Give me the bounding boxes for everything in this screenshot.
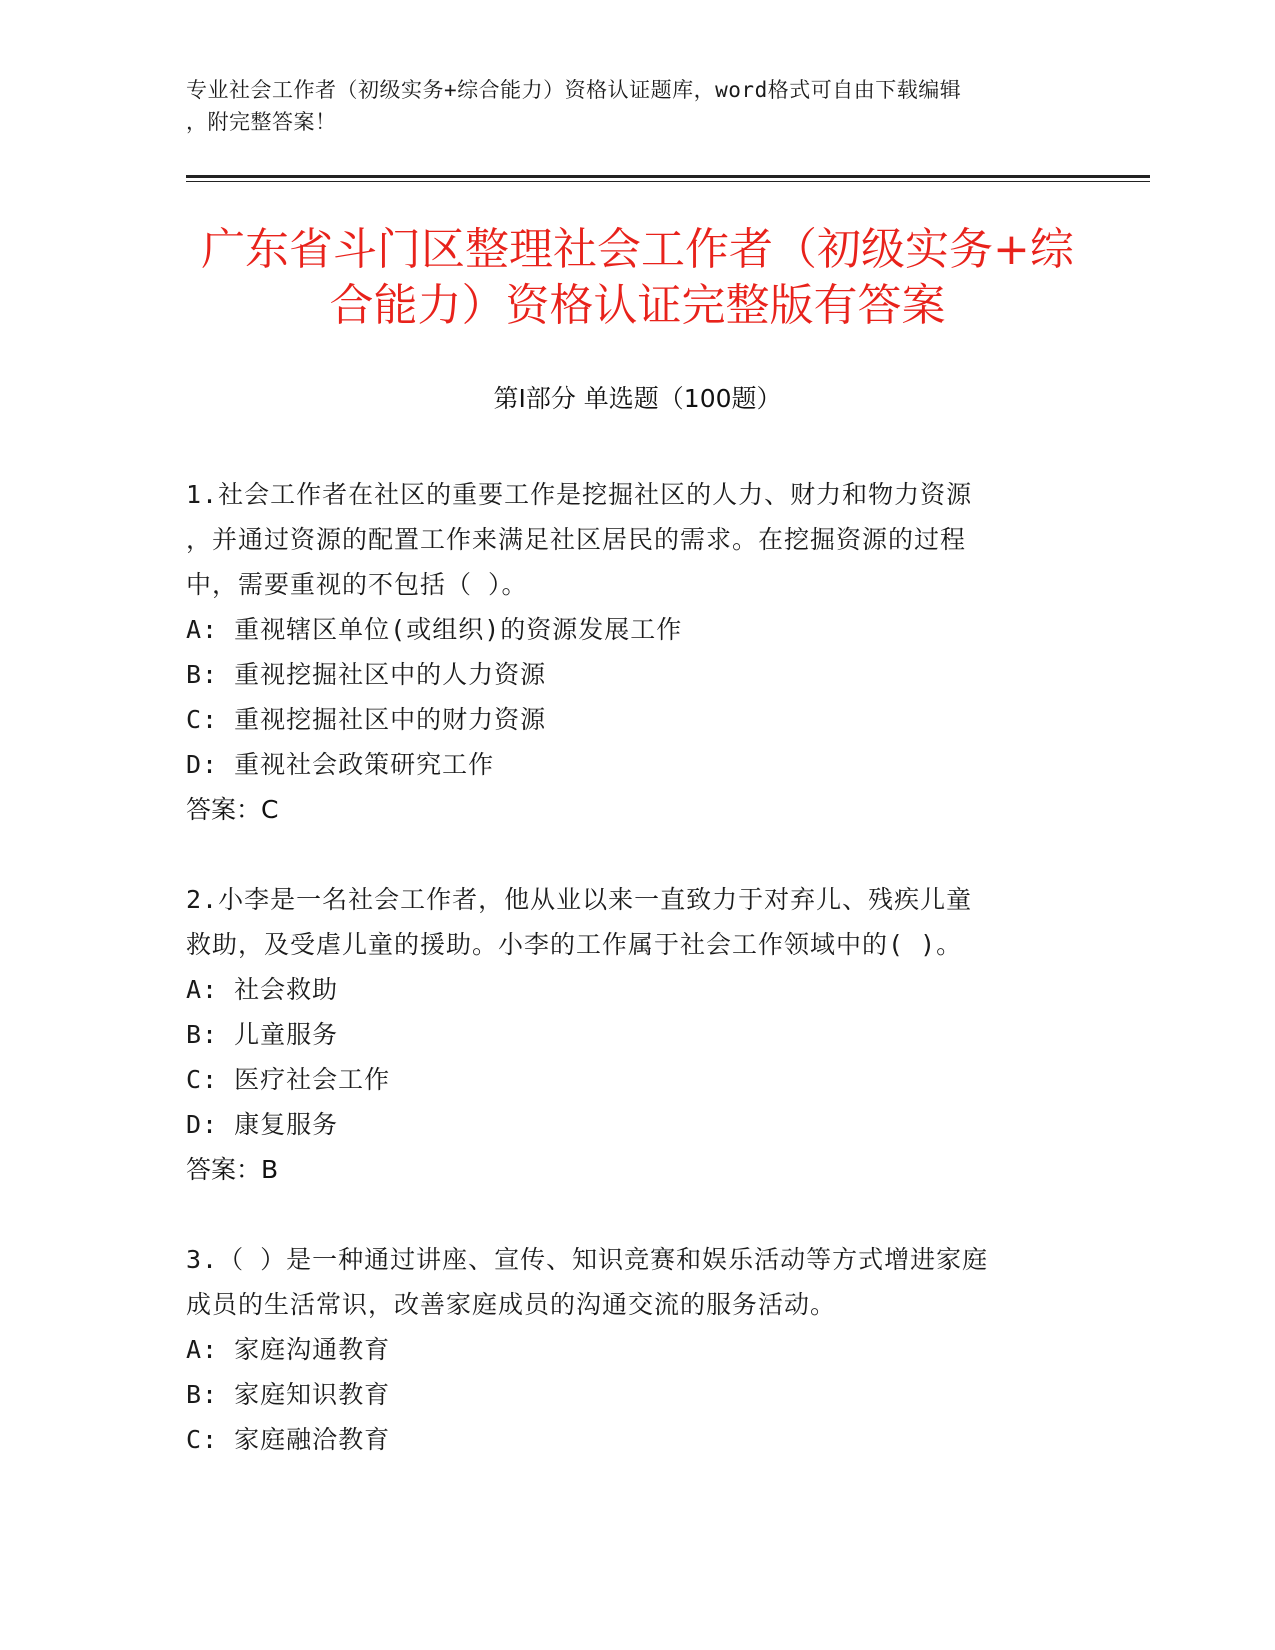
document-title-line-2: 合能力）资格认证完整版有答案	[329, 280, 946, 331]
question-2	[186, 877, 1086, 1193]
question-2-option-a: A: 社会救助	[186, 975, 339, 1004]
question-2-option-b: B: 儿童服务	[186, 1020, 339, 1049]
question-list	[186, 472, 1086, 1506]
document-title-line-1: 广东省斗门区整理社会工作者（初级实务+综	[201, 224, 1074, 275]
question-1-text-line-1: 1.社会工作者在社区的重要工作是挖掘社区的人力、财力和物力资源	[186, 480, 973, 509]
question-2-text-line-1: 2.小李是一名社会工作者，他从业以来一直致力于对弃儿、残疾儿童	[186, 885, 973, 914]
question-1-text-line-2: ，并通过资源的配置工作来满足社区居民的需求。在挖掘资源的过程	[186, 525, 967, 554]
question-3-option-c: C: 家庭融洽教育	[186, 1425, 391, 1454]
document-title	[160, 222, 1115, 334]
header-note-line-2: ，附完整答案！	[186, 110, 337, 134]
header-note-line-1: 专业社会工作者（初级实务+综合能力）资格认证题库，word格式可自由下载编辑	[186, 78, 962, 102]
question-3-option-a: A: 家庭沟通教育	[186, 1335, 391, 1364]
question-1-option-c: C: 重视挖掘社区中的财力资源	[186, 705, 547, 734]
question-1-option-b: B: 重视挖掘社区中的人力资源	[186, 660, 547, 689]
question-1-answer: 答案：C	[186, 795, 279, 824]
question-2-answer: 答案：B	[186, 1155, 279, 1184]
question-2-text-line-2: 救助，及受虐儿童的援助。小李的工作属于社会工作领域中的( )。	[186, 930, 963, 959]
question-3-text-line-2: 成员的生活常识，改善家庭成员的沟通交流的服务活动。	[186, 1290, 837, 1319]
question-1-option-a: A: 重视辖区单位(或组织)的资源发展工作	[186, 615, 683, 644]
question-1	[186, 472, 1086, 833]
question-1-text-line-3: 中，需要重视的不包括（ ）。	[186, 570, 528, 599]
section-title: 第Ⅰ部分 单选题（100题）	[493, 384, 782, 413]
header-divider-thick	[186, 175, 1150, 178]
question-3-text-line-1: 3.（ ）是一种通过讲座、宣传、知识竞赛和娱乐活动等方式增进家庭	[186, 1245, 989, 1274]
header-divider-thin	[186, 181, 1150, 182]
question-3	[186, 1237, 1086, 1462]
question-2-option-d: D: 康复服务	[186, 1110, 339, 1139]
header-note	[186, 74, 1086, 138]
question-1-option-d: D: 重视社会政策研究工作	[186, 750, 495, 779]
question-3-option-b: B: 家庭知识教育	[186, 1380, 391, 1409]
question-2-option-c: C: 医疗社会工作	[186, 1065, 391, 1094]
